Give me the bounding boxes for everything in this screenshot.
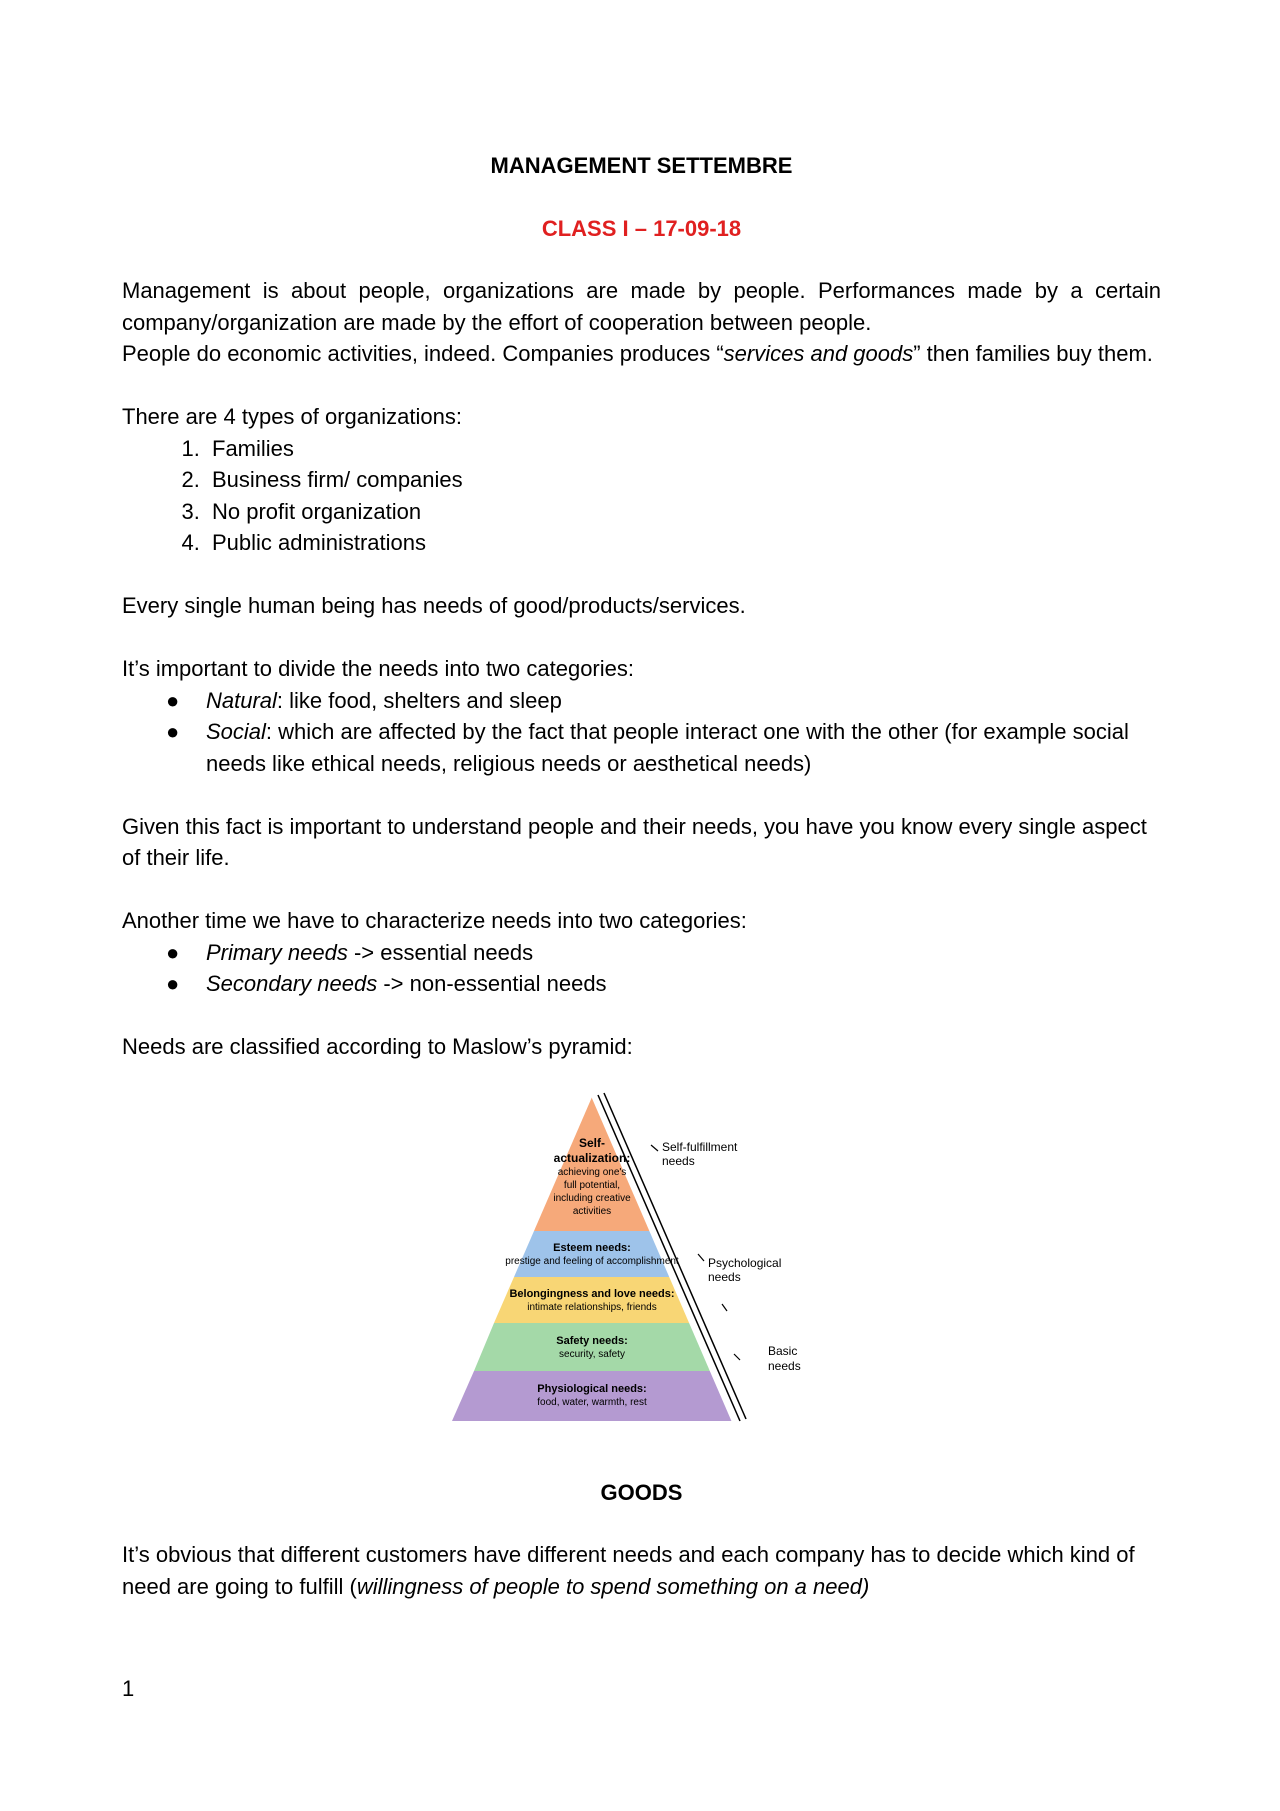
list-item [166,968,1161,1000]
bullet-icon: ● [166,719,180,744]
bullet-icon: ● [166,939,180,965]
page-number: 1 [122,1676,135,1701]
list-item [166,716,1161,779]
level-desc: food, water, warmth, rest [537,1396,647,1408]
maslow-line: Needs are classified according to Maslow’s pyramid: [122,1034,633,1059]
level-desc: including creative [553,1192,631,1204]
level-desc: achieving one's [557,1166,627,1178]
natural-term: Natural [206,687,277,713]
given-fact-paragraph: Given this fact is important to understand people and their needs, you have you know every single aspect of their life. [122,813,1147,870]
organization-types-list [122,433,1161,559]
maslow-pyramid-figure [122,1089,1161,1429]
list-item [166,937,1161,969]
types-intro: There are 4 types of organizations: [122,404,462,429]
maslow-pyramid [422,1089,862,1429]
group-label: Psychological [708,1255,782,1270]
class-title: CLASS I – 17-09-18 [541,215,742,241]
goods-paragraph [122,1539,1161,1602]
list-item: 3. No profit organization [206,496,1161,528]
list-item: 2. Business firm/ companies [206,464,1161,496]
level-title: Esteem needs: [553,1241,631,1254]
bullet-icon: ● [166,687,180,713]
goods-heading: GOODS [600,1479,683,1505]
pyramid-level-physiological [452,1371,732,1421]
group-label: needs [768,1358,801,1373]
level-desc: activities [572,1205,612,1217]
list-item [166,685,1161,717]
doc-title: MANAGEMENT SETTEMBRE [490,153,793,178]
goods-italic: willingness of people to spend something on a need) [356,1573,870,1599]
level-desc: security, safety [559,1348,625,1360]
pyramid-level-esteem [514,1231,670,1277]
intro-italic: services and goods [723,341,914,366]
social-text: : which are affected by the fact that people interact one with the other (for example social needs like ethical needs, religious needs or aesthetical needs) [206,719,1129,776]
pyramid-level-safety [474,1323,710,1371]
secondary-text: -> non-essential needs [377,971,607,996]
bullet-icon: ● [166,971,180,996]
level-title: Self- [578,1135,606,1150]
group-label: Basic [768,1343,798,1358]
list-item: 4. Public administrations [206,527,1161,559]
group-label: needs [662,1153,695,1168]
primary-term: Primary needs [206,939,348,965]
document-body [122,150,1161,1602]
primary-text: -> essential needs [347,939,534,965]
needs-categories-list [122,685,1161,780]
pyramid-level-belongingness [494,1277,690,1323]
level-desc: full potential, [563,1179,621,1191]
primary-secondary-list [122,937,1161,1000]
level-title: Physiological needs: [537,1382,647,1395]
group-label: needs [708,1269,741,1284]
divide-intro: It’s important to divide the needs into two categories: [122,656,634,681]
level-desc: intimate relationships, friends [527,1301,657,1313]
secondary-term: Secondary needs [206,971,378,996]
goods-text: It’s obvious that different customers have different needs and each company has to decide which kind of need are going to fulfill ( [122,1542,1135,1599]
social-term: Social [206,719,266,744]
intro-paragraph-1: Management is about people, organizations are made by people. Performances made by a certain company/organization are made by the effort of cooperation between people. [122,278,1161,335]
intro-paragraph-2 [122,338,1161,370]
level-desc: prestige and feeling of accomplishment [505,1255,679,1267]
list-item: 1. Families [206,433,1161,465]
another-intro: Another time we have to characterize needs into two categories: [122,908,747,933]
needs-line: Every single human being has needs of good/products/services. [122,593,746,618]
group-label: Self-fulfillment [662,1139,738,1154]
level-title: Safety needs: [556,1334,628,1347]
intro-text: People do economic activities, indeed. Companies produces “ [122,341,724,366]
level-title: Belongingness and love needs: [509,1287,675,1300]
level-title: actualization: [553,1150,631,1165]
intro-text-end: ” then families buy them. [913,341,1153,366]
natural-text: : like food, shelters and sleep [276,687,562,713]
